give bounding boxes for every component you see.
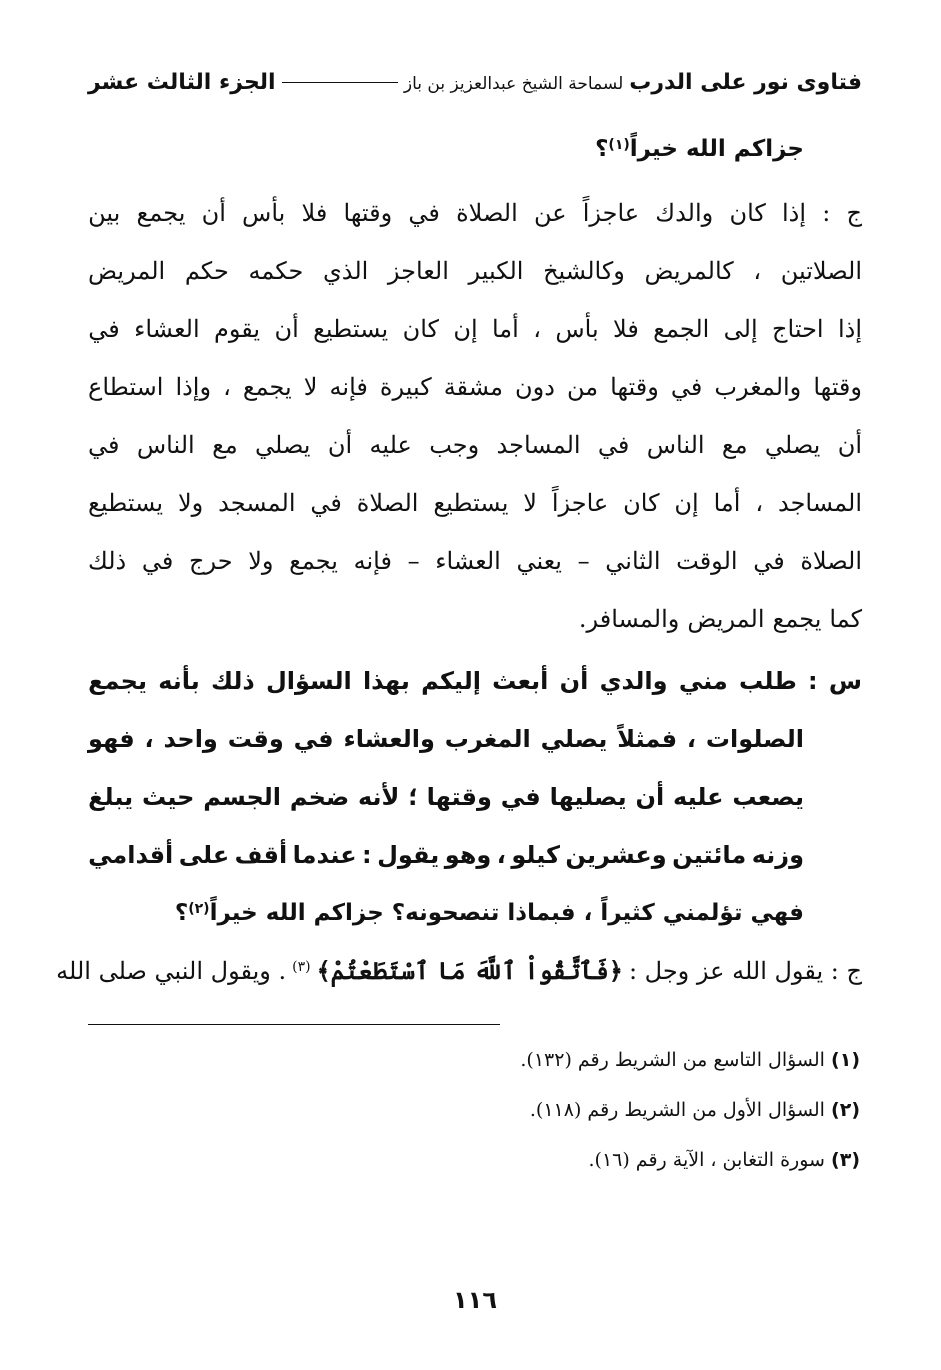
footnote-ref-1: (١) — [608, 137, 630, 153]
a1-word: أما — [491, 315, 519, 343]
a1-word: : — [822, 199, 831, 227]
a1-word: بأس — [242, 199, 286, 227]
q2-word: فمثلاً — [617, 725, 678, 753]
q2-word: س — [828, 667, 862, 695]
a1-word: استطاع — [88, 373, 164, 401]
a1-word: عن — [533, 199, 567, 227]
answer-1 — [88, 184, 862, 648]
answer-2-text: . ويقول النبي صلى الله — [56, 957, 287, 985]
a1-word: يجمع — [289, 547, 338, 575]
a1-word: فإنه — [329, 373, 368, 401]
a1-word: وجب — [429, 431, 480, 459]
a1-word: – — [407, 547, 420, 575]
a1-word: ولا — [177, 489, 204, 517]
q2-word: أقدامي — [88, 841, 174, 869]
a1-word: – — [577, 547, 590, 575]
q2-word: والعشاء — [343, 725, 435, 753]
a1-word: حرج — [189, 547, 233, 575]
header-part: الجزء الثالث عشر — [88, 70, 276, 95]
a1-word: كان — [402, 315, 439, 343]
a1-word: مع — [212, 431, 238, 459]
q2-word: أن — [635, 783, 665, 811]
q2-line — [88, 652, 862, 710]
q2-word: ، — [144, 725, 154, 753]
q2-word: ؛ — [408, 783, 418, 811]
a1-word: الوقت — [676, 547, 738, 575]
a1-word: الكبير — [468, 257, 524, 285]
a1-word: في — [597, 431, 630, 459]
q2-word: ، — [496, 841, 506, 869]
a1-word: الصلاة — [800, 547, 862, 575]
running-header — [88, 70, 862, 118]
a1-word: إذا — [837, 315, 862, 343]
question-2 — [88, 652, 862, 884]
q2-word: يصلي — [540, 725, 608, 753]
q2-word: بهذا — [362, 667, 410, 695]
a1-word: وكالشيخ — [543, 257, 625, 285]
a1-word: ذلك — [88, 547, 127, 575]
a1-line — [88, 300, 862, 358]
a1-word: الجمع — [653, 315, 710, 343]
a1-word: كان — [623, 489, 660, 517]
header-author: لسماحة الشيخ عبدالعزيز بن باز — [403, 74, 624, 94]
a1-word: لا — [303, 373, 318, 401]
a1-word: ، — [755, 489, 764, 517]
a1-word: الصلاتين — [780, 257, 862, 285]
a1-word: أن — [837, 431, 862, 459]
a1-word: بين — [88, 199, 121, 227]
answer-2-prefix: ج : يقول الله عز وجل : — [628, 957, 862, 985]
a1-word: كان — [729, 199, 766, 227]
q2-word: على — [178, 841, 230, 869]
page-number: ١١٦ — [453, 1286, 497, 1314]
page — [56, 70, 862, 1330]
a1-word: ولا — [248, 547, 274, 575]
a1-word: المريض — [687, 605, 765, 633]
a1-word: ، — [753, 257, 762, 285]
q2-word: السؤال — [265, 667, 352, 695]
q2-word: وقت — [227, 725, 284, 753]
q2-word: إليكم — [421, 667, 481, 695]
footnote-ref-2: (٢) — [188, 901, 210, 917]
q2-word: يصعب — [732, 783, 804, 811]
a1-word: العاجز — [387, 257, 449, 285]
a1-word: يستطيع — [433, 489, 509, 517]
footnote-2: (٢) السؤال الأول من الشريط رقم (١١٨). — [529, 1099, 860, 1121]
a1-word: في — [753, 547, 785, 575]
q2-word: مائتين — [672, 841, 747, 869]
a1-word: الثاني — [605, 547, 661, 575]
a1-word: وقتها — [813, 373, 862, 401]
a1-word: فلا — [613, 315, 639, 343]
a1-word: يصلي — [255, 431, 311, 459]
a1-word: في — [141, 547, 174, 575]
a1-word: فإنه — [353, 547, 392, 575]
q2-word: حيث — [141, 783, 195, 811]
a1-word: مع — [721, 431, 748, 459]
q2-word: يجمع — [88, 667, 147, 695]
a1-word: وقتها — [610, 373, 659, 401]
q2-word: أقف — [234, 841, 288, 869]
a1-word: عليه — [369, 431, 412, 459]
q2-word: يقول — [377, 841, 440, 869]
q2-word: في — [500, 783, 541, 811]
a1-word: وقتها — [343, 199, 393, 227]
header-rule — [282, 82, 398, 83]
q2-word: طلب — [738, 667, 797, 695]
a1-word: كالمريض — [644, 257, 734, 285]
a1-word: من — [566, 373, 599, 401]
a1-word: احتاج — [772, 315, 824, 343]
a1-word: فلا — [301, 199, 328, 227]
q2-word: : — [808, 667, 818, 695]
a1-word: المسجد — [218, 489, 296, 517]
a1-word: الصلاة — [456, 199, 518, 227]
q2-word: أن — [559, 667, 589, 695]
a1-word: الناس — [136, 431, 195, 459]
q2-word: عندما — [292, 841, 357, 869]
q2-word: وعشرين — [565, 841, 667, 869]
a1-word: يجمع — [242, 373, 292, 401]
a1-word: في — [408, 199, 440, 227]
a1-word: ، — [223, 373, 231, 401]
a1-word: إذا — [782, 199, 807, 227]
a1-word: إن — [453, 315, 478, 343]
q2-word: الصلوات — [705, 725, 804, 753]
a1-word: الصلاة — [356, 489, 419, 517]
a1-word: عاجزاً — [551, 489, 609, 517]
q2-word: فهو — [88, 725, 135, 753]
a1-word: حكمه — [248, 257, 304, 285]
a1-line — [88, 474, 862, 532]
q2-word: ذلك — [211, 667, 255, 695]
quran-verse: ﴿فَٱتَّقُواْ ٱللَّهَ مَا ٱسْتَطَعْتُمْ﴾ — [316, 956, 623, 985]
a1-word: والدك — [655, 199, 714, 227]
a1-word: العشاء — [435, 547, 501, 575]
a1-word: الذي — [322, 257, 369, 285]
a1-line — [88, 184, 862, 242]
a1-word: كما — [829, 605, 862, 633]
a1-word: يعني — [516, 547, 562, 575]
q2-word: كيلو — [511, 841, 560, 869]
a1-word: كبيرة — [379, 373, 432, 401]
a1-line — [88, 416, 862, 474]
answer-2-line — [56, 942, 862, 1000]
a1-word: في — [670, 373, 703, 401]
q2-word: ، — [686, 725, 697, 753]
a1-word: إن — [674, 489, 699, 517]
q2-word: وهو — [444, 841, 492, 869]
a1-line — [88, 358, 862, 416]
footnote-ref-3: (٣) — [292, 959, 311, 975]
a1-word: وإذا — [175, 373, 212, 401]
q2-word: وقتها — [426, 783, 492, 811]
a1-word: يستطيع — [88, 489, 164, 517]
a1-word: أما — [713, 489, 741, 517]
q2-word: ضخم — [289, 783, 350, 811]
question-2-last-line: فهي تؤلمني كثيراً ، فبماذا تنصحونه؟ جزاكم الله خيراً $^{(٢)}$ ؟ — [88, 884, 862, 942]
q2-word: لأنه — [357, 783, 400, 811]
a1-word: أن — [274, 315, 299, 343]
a1-word: يصلي — [764, 431, 821, 459]
q2-word: والدي — [599, 667, 668, 695]
a1-word: لا — [523, 489, 537, 517]
q2-word: بأنه — [158, 667, 200, 695]
a1-word: دون — [515, 373, 555, 401]
a1-word: والمسافر. — [578, 605, 680, 633]
a1-word: حكم — [184, 257, 229, 285]
a1-word: ، — [533, 315, 541, 343]
q2-word: يبلغ — [88, 783, 134, 811]
a1-word: أن — [327, 431, 353, 459]
a1-word: يجمع — [772, 605, 822, 633]
a1-word: المساجد — [777, 489, 862, 517]
a1-word: والمغرب — [714, 373, 802, 401]
a1-word: يجمع — [136, 199, 186, 227]
a1-word: العشاء — [134, 315, 200, 343]
a1-word: يستطيع — [313, 315, 389, 343]
q2-word: وزنه — [751, 841, 804, 869]
a1-word: في — [88, 315, 120, 343]
footnote-3: (٣) سورة التغابن ، الآية رقم (١٦). — [588, 1149, 860, 1171]
q2-word: في — [293, 725, 334, 753]
q2-word: أبعث — [492, 667, 549, 695]
a1-word: إلى — [723, 315, 758, 343]
a1-word: المريض — [88, 257, 166, 285]
a1-word: الناس — [646, 431, 705, 459]
a1-word: في — [88, 431, 120, 459]
q2-word: : — [362, 841, 372, 869]
footnote-1: (١) السؤال التاسع من الشريط رقم (١٣٢). — [520, 1049, 860, 1071]
a1-word: ج — [846, 199, 862, 227]
q2-word: عليه — [673, 783, 724, 811]
q2-word: مني — [678, 667, 728, 695]
q2-line — [88, 826, 862, 884]
a1-word: بأس — [555, 315, 599, 343]
q2-line — [88, 768, 862, 826]
a1-word: عاجزاً — [582, 199, 640, 227]
footnote-separator — [88, 1024, 500, 1025]
a1-line — [88, 242, 862, 300]
a1-word: مشقة — [443, 373, 503, 401]
a1-word: يقوم — [214, 315, 261, 343]
q2-word: واحد — [163, 725, 218, 753]
q2-word: يصليها — [549, 783, 627, 811]
a1-line — [88, 590, 862, 648]
a1-word: في — [310, 489, 342, 517]
q2-word: المغرب — [444, 725, 531, 753]
a1-word: أن — [201, 199, 226, 227]
question-1-end: جزاكم الله خيراً $^{(١)}$ ؟ — [88, 120, 862, 178]
q2-line — [88, 710, 862, 768]
a1-line — [88, 532, 862, 590]
q2-word: الجسم — [203, 783, 282, 811]
header-book-title: فتاوى نور على الدرب — [629, 70, 862, 95]
a1-word: المساجد — [496, 431, 581, 459]
